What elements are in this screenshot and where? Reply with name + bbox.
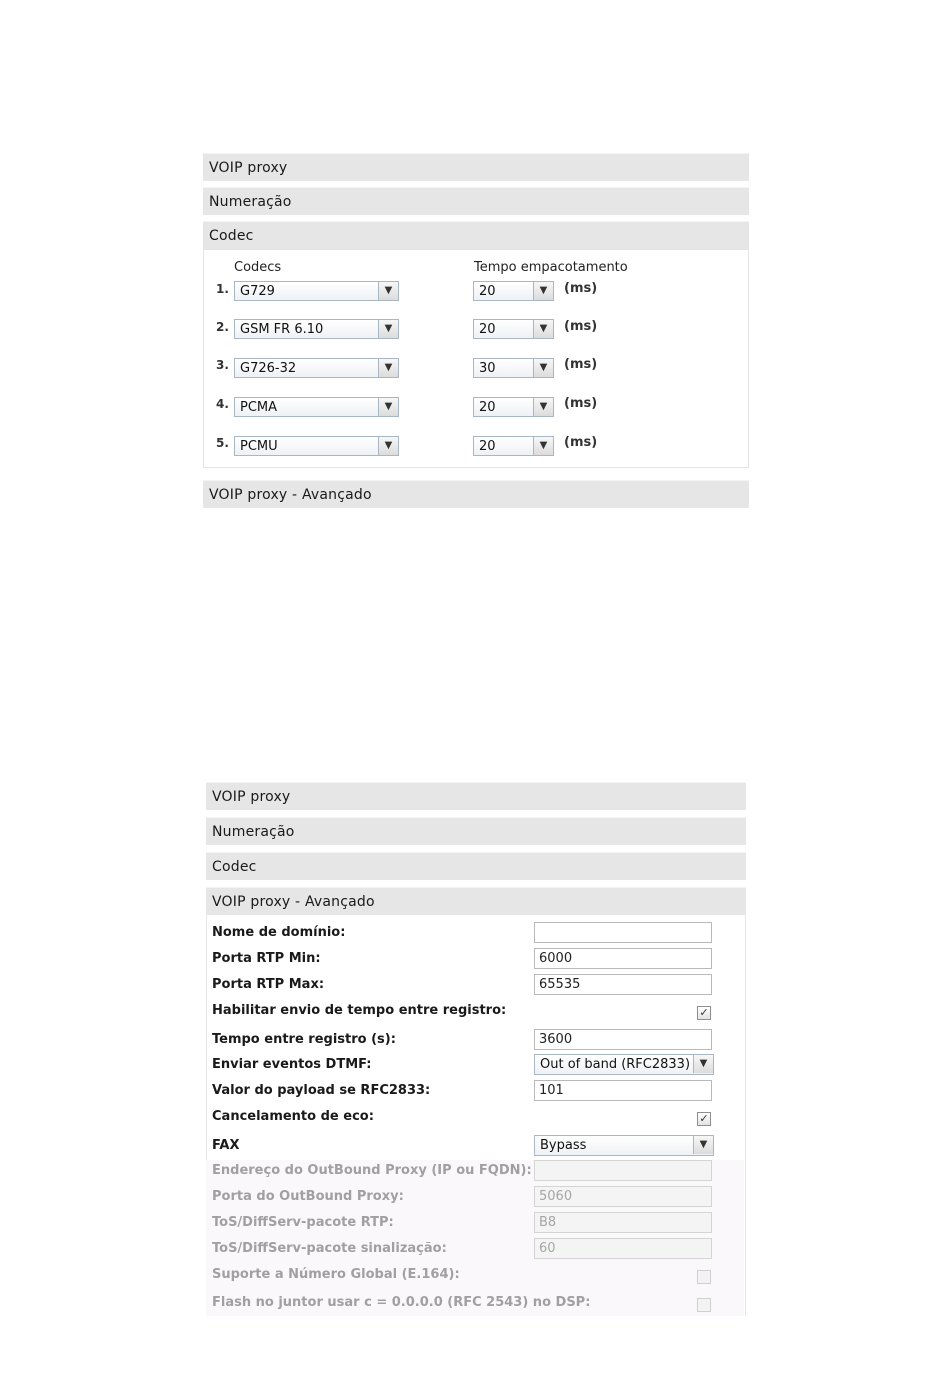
- tos-sinal-label: ToS/DiffServ-pacote sinalização:: [212, 1241, 447, 1256]
- ms-unit: (ms): [564, 281, 598, 296]
- tempo-select-5[interactable]: [473, 436, 554, 456]
- outbound-port-input[interactable]: 5060: [534, 1186, 712, 1207]
- select-value: 20: [479, 284, 496, 299]
- codec-row-number: 1.: [216, 282, 229, 296]
- chevron-down-icon: ▼: [533, 437, 553, 455]
- section-numeracao[interactable]: [206, 817, 746, 845]
- select-value: PCMA: [240, 400, 278, 415]
- chevron-down-icon: ▼: [378, 282, 398, 300]
- ms-unit: (ms): [564, 319, 598, 334]
- rtp-min-input[interactable]: 6000: [534, 948, 712, 969]
- select-value: 20: [479, 322, 496, 337]
- codec-select-3[interactable]: [234, 358, 399, 378]
- rtp-min-label: Porta RTP Min:: [212, 951, 321, 966]
- chevron-down-icon: ▼: [378, 437, 398, 455]
- tempo-select-2[interactable]: [473, 319, 554, 339]
- rtp-max-input[interactable]: 65535: [534, 974, 712, 995]
- select-value: G729: [240, 284, 275, 299]
- chevron-down-icon: ▼: [378, 398, 398, 416]
- chevron-down-icon: ▼: [693, 1136, 713, 1154]
- section-voip-proxy[interactable]: [203, 153, 749, 181]
- codec-select-4[interactable]: [234, 397, 399, 417]
- select-value: PCMU: [240, 439, 278, 454]
- flash-label: Flash no juntor usar c = 0.0.0.0 (RFC 2543) no DSP:: [212, 1295, 591, 1310]
- select-value: 20: [479, 439, 496, 454]
- fax-label: FAX: [212, 1138, 240, 1153]
- rtp-max-label: Porta RTP Max:: [212, 977, 325, 992]
- section-label: Numeração: [212, 824, 295, 840]
- chevron-down-icon: ▼: [533, 359, 553, 377]
- dominio-label: Nome de domínio:: [212, 925, 346, 940]
- tos-sinal-input[interactable]: 60: [534, 1238, 712, 1259]
- codec-row-number: 3.: [216, 358, 229, 372]
- hab-envio-checkbox[interactable]: ✓: [697, 1006, 711, 1020]
- tos-rtp-label: ToS/DiffServ-pacote RTP:: [212, 1215, 394, 1230]
- section-codec[interactable]: [206, 852, 746, 880]
- tempo-select-3[interactable]: [473, 358, 554, 378]
- dtmf-label: Enviar eventos DTMF:: [212, 1057, 372, 1072]
- eco-checkbox[interactable]: ✓: [697, 1112, 711, 1126]
- codec-select-5[interactable]: [234, 436, 399, 456]
- section-label: VOIP proxy: [209, 160, 288, 176]
- select-value: G726-32: [240, 361, 297, 376]
- chevron-down-icon: ▼: [693, 1055, 713, 1073]
- hab-envio-label: Habilitar envio de tempo entre registro:: [212, 1003, 507, 1018]
- codec-row-number: 4.: [216, 397, 229, 411]
- section-label: Codec: [212, 859, 257, 875]
- tos-rtp-input[interactable]: B8: [534, 1212, 712, 1233]
- eco-label: Cancelamento de eco:: [212, 1109, 374, 1124]
- codec-select-1[interactable]: [234, 281, 399, 301]
- section-label: VOIP proxy - Avançado: [209, 487, 372, 503]
- tempo-registro-label: Tempo entre registro (s):: [212, 1032, 396, 1047]
- dtmf-select[interactable]: [534, 1054, 714, 1075]
- chevron-down-icon: ▼: [378, 359, 398, 377]
- e164-checkbox[interactable]: [697, 1270, 711, 1284]
- section-label: VOIP proxy: [212, 789, 291, 805]
- codec-select-2[interactable]: [234, 319, 399, 339]
- ms-unit: (ms): [564, 357, 598, 372]
- section-voip-proxy[interactable]: [206, 782, 746, 810]
- ms-unit: (ms): [564, 435, 598, 450]
- outbound-addr-input[interactable]: [534, 1160, 712, 1181]
- section-voip-proxy-avancado[interactable]: [206, 887, 746, 915]
- select-value: 20: [479, 400, 496, 415]
- dominio-input[interactable]: [534, 922, 712, 943]
- select-value: Out of band (RFC2833): [540, 1057, 691, 1072]
- section-voip-proxy-avancado[interactable]: [203, 480, 749, 508]
- codec-row-number: 2.: [216, 320, 229, 334]
- select-value: GSM FR 6.10: [240, 322, 324, 337]
- chevron-down-icon: ▼: [533, 398, 553, 416]
- codecs-column-header: Codecs: [234, 260, 282, 275]
- section-numeracao[interactable]: [203, 187, 749, 215]
- payload-label: Valor do payload se RFC2833:: [212, 1083, 431, 1098]
- chevron-down-icon: ▼: [533, 320, 553, 338]
- outbound-addr-label: Endereço do OutBound Proxy (IP ou FQDN):: [212, 1163, 532, 1178]
- section-label: VOIP proxy - Avançado: [212, 894, 375, 910]
- e164-label: Suporte a Número Global (E.164):: [212, 1267, 460, 1282]
- section-label: Codec: [209, 228, 254, 244]
- tempo-select-1[interactable]: [473, 281, 554, 301]
- section-codec[interactable]: [203, 221, 749, 249]
- tempo-select-4[interactable]: [473, 397, 554, 417]
- flash-checkbox[interactable]: [697, 1298, 711, 1312]
- chevron-down-icon: ▼: [533, 282, 553, 300]
- section-label: Numeração: [209, 194, 292, 210]
- outbound-port-label: Porta do OutBound Proxy:: [212, 1189, 404, 1204]
- tempo-column-header: Tempo empacotamento: [474, 260, 628, 275]
- ms-unit: (ms): [564, 396, 598, 411]
- payload-input[interactable]: 101: [534, 1080, 712, 1101]
- select-value: Bypass: [540, 1138, 587, 1153]
- select-value: 30: [479, 361, 496, 376]
- codec-row-number: 5.: [216, 436, 229, 450]
- chevron-down-icon: ▼: [378, 320, 398, 338]
- tempo-registro-input[interactable]: 3600: [534, 1029, 712, 1050]
- fax-select[interactable]: [534, 1135, 714, 1156]
